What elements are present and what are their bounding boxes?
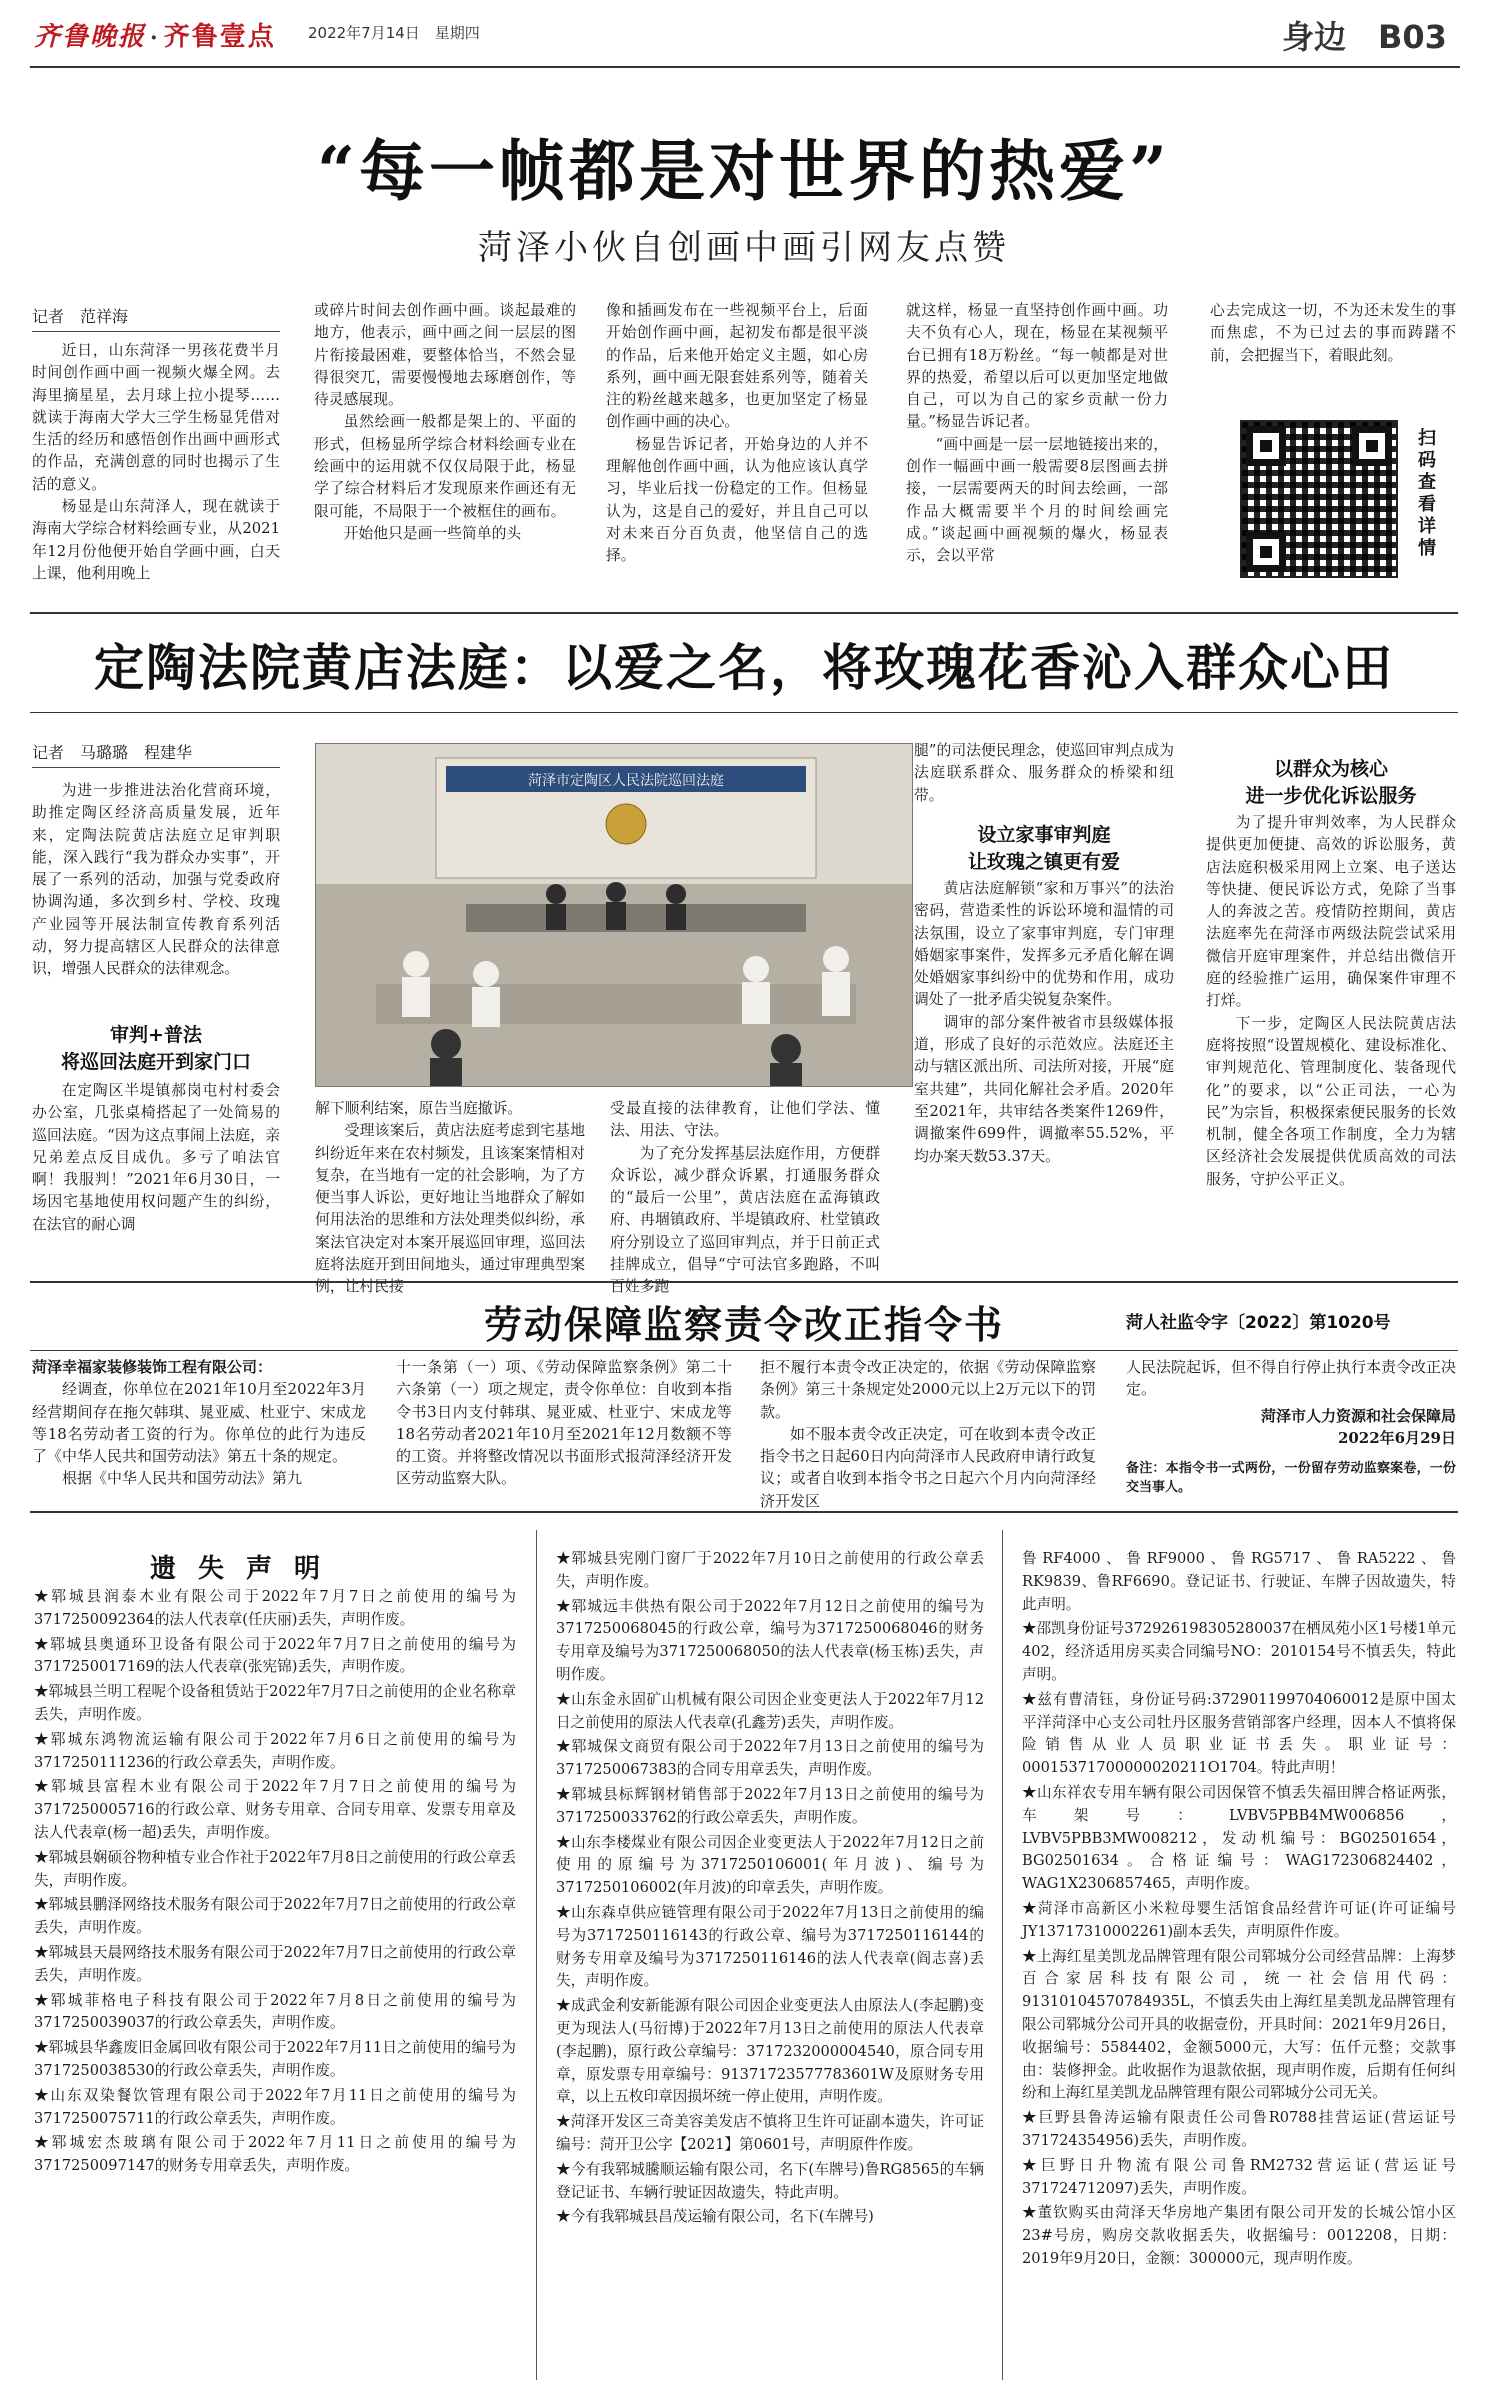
lost-notice-item: ★郓城县奥通环卫设备有限公司于2022年7月7日之前使用的编号为3717250017169的法人代表章(张宪锦)丢失，声明作废。 (34, 1635, 516, 1676)
qr-code[interactable] (1240, 420, 1398, 578)
article2-column-2: 解下顺利结案，原告当庭撤诉。 受理该案后，黄店法庭考虑到宅基地纠纷近年来在农村频发，且该案案情相对复杂，在当地有一定的社会影响，为了方便当事人诉讼，更好地让当地群众了解如何用法治的思维和方法处理类似纠纷，承案法官决定对本案开展巡回审理，巡回法庭将法庭开到田间地头，通过审理典型案例，让村民接 (315, 1100, 585, 1296)
article1-byline: 记者 范祥海 (32, 304, 280, 332)
lost-notice-item: ★成武金利安新能源有限公司因企业变更法人由原法人(李起鹏)变更为现法人(马衍博)于2022年7月13日之前使用的原法人代表章(李起鹏)，原行政公章编号：3717232000004540，原合同专用章，原发票专用章编号：91371723577783601W及原财务专用章，以上五枚印章因损坏统一停止使用，声明作废。 (556, 1997, 984, 2106)
article2-subhead-1: 审判+普法 将巡回法庭开到家门口 (60, 1024, 251, 1073)
column-divider (536, 1530, 537, 2380)
lost-notices-column-1 (34, 1586, 516, 2180)
section-label: 身边 B03 (1282, 18, 1447, 56)
qr-finder-pattern (1352, 426, 1392, 466)
qr-caption: 扫码查看详情 (1418, 428, 1436, 559)
lost-notice-item: ★山东双染餐饮管理有限公司于2022年7月11日之前使用的编号为3717250075711的行政公章丢失，声明作废。 (34, 2086, 516, 2127)
lost-notice-item: ★郓城县宪刚门窗厂于2022年7月10日之前使用的行政公章丢失，声明作废。 (556, 1550, 984, 1590)
qr-finder-pattern (1246, 426, 1286, 466)
masthead-rule (30, 66, 1460, 68)
lost-notice-item: ★郓城县兰明工程呢个设备租赁站于2022年7月7日之前使用的企业名称章丢失，声明作废。 (34, 1683, 516, 1723)
lost-notice-item: ★巨野日升物流有限公司鲁RM2732营运证(营运证号371724712097)丢失，声明作废。 (1022, 2156, 1456, 2197)
article1-headline: “每一帧都是对世界的热爱” (317, 132, 1171, 210)
lost-notice-item: ★山东森卓供应链管理有限公司于2022年7月13日之前使用的编号为3717250116143的行政公章、编号为3717250116144的财务专用章及编号为3717250116146的法人代表章(阎志喜)丢失，声明作废。 (556, 1903, 984, 1990)
lost-notice-item: ★郓城县标辉钢材销售部于2022年7月13日之前使用的编号为3717250033762的行政公章丢失，声明作废。 (556, 1785, 984, 1826)
lost-notice-item: ★山东祥农专用车辆有限公司因保管不慎丢失福田牌合格证两张，车架号：LVBV5PBB4MW006856，LVBV5PBB3MW008212，发动机编号：BG02501654，BG02501634。合格证编号：WAG172306824402，WAG1X2306857465，声明作废。 (1022, 1783, 1456, 1893)
article1-column-5: 心去完成这一切，不为还未发生的事而焦虑，不为已过去的事而踌躇不前，会把握当下，着眼此刻。 (1210, 302, 1456, 364)
issue-date: 2022年7月14日 星期四 (308, 24, 480, 42)
column-divider (1002, 1530, 1003, 2380)
notice-column-1: 菏泽幸福家装修装饰工程有限公司： 经调查，你单位在2021年10月至2022年3月经营期间存在拖欠韩琪、晁亚威、杜亚宁、宋成龙等18名劳动者工资的行为。你单位的此行为违反了《中华人民共和国劳动法》第五十条的规定。 根据《中华人民共和国劳动法》第九 (32, 1358, 366, 1488)
article2-column-1-bottom: 在定陶区半堤镇郝岗屯村村委会办公室，几张桌椅搭起了一处简易的巡回法庭。“因为这点事闹上法庭，亲兄弟差点反目成仇。多亏了咱法官啊！我服判！”2021年6月30日，一场因宅基地使用权问题产生的纠纷，在法官的耐心调 (32, 1082, 280, 1233)
court-banner-text: 菏泽市定陶区人民法院巡回法庭 (528, 773, 724, 789)
notice-rule (30, 1350, 1458, 1351)
article2-column-3: 受最直接的法律教育，让他们学法、懂法、用法、守法。 为了充分发挥基层法庭作用，方便群众诉讼，减少群众诉累，打通服务群众的“最后一公里”，黄店法庭在孟海镇政府、冉堌镇政府、半堤镇政府、杜堂镇政府分别设立了巡回审判点，并于日前正式挂牌成立，倡导“宁可法官多跑路，不叫百姓多跑 (610, 1100, 880, 1296)
article2-column-1-top: 为进一步推进法治化营商环境，助推定陶区经济高质量发展，近年来，定陶法院黄店法庭立足审判职能，深入践行“我为群众办实事”，开展了一系列的活动，加强与党委政府协调沟通，多次到乡村、学校、玫瑰产业园等开展法制宣传教育系列活动，努力提高辖区人民群众的法律意识，增强人民群众的法律观念。 (32, 782, 280, 978)
labor-notice-number: 菏人社监令字〔2022〕第1020号 (1126, 1313, 1391, 1333)
lost-notice-item: ★菏泽开发区三奇美容美发店不慎将卫生许可证副本遗失，许可证编号：菏开卫公字【2021】第0601号，声明原件作废。 (556, 2113, 984, 2153)
lost-notice-item: 鲁RF4000、鲁RF9000、鲁RG5717、鲁RA5222、鲁RK9839、鲁RF6690。登记证书、行驶证、车牌子因故遗失，特此声明。 (1022, 1550, 1456, 1613)
article1-subheadline: 菏泽小伙自创画中画引网友点赞 (478, 228, 1010, 268)
article1-column-1: 近日，山东菏泽一男孩花费半月时间创作画中画一视频火爆全网。去海里摘星星，去月球上拉小提琴……就读于海南大学大三学生杨显凭借对生活的经历和感悟创作出画中画形式的作品，充满创意的同时也揭示了生活的意义。 杨显是山东菏泽人，现在就读于海南大学综合材料绘画专业，从2021年12月份他便开始自学画中画，白天上课，他利用晚上 (32, 342, 280, 582)
notice-column-3: 拒不履行本责令改正决定的，依据《劳动保障监察条例》第三十条规定处2000元以上2万元以下的罚款。 如不服本责令改正决定，可在收到本责令改正指令书之日起60日内向菏泽市人民政府申请行政复议；或者自收到本指令书之日起六个月内向菏泽经济开发区 (760, 1358, 1096, 1510)
lost-notices-column-3 (1022, 1548, 1456, 2273)
article2-headline: 定陶法院黄店法庭：以爱之名，将玫瑰花香沁入群众心田 (94, 638, 1394, 697)
lost-notice-item: ★邵凯身份证号372926198305280037在栖凤苑小区1号楼1单元402，经济适用房买卖合同编号NO：2010154号不慎丢失，特此声明。 (1022, 1620, 1456, 1683)
lost-notice-item: ★郓城菲格电子科技有限公司于2022年7月8日之前使用的编号为3717250039037的行政公章丢失，声明作废。 (34, 1991, 516, 2032)
notice-date: 2022年6月29日 (1337, 1428, 1456, 1447)
lost-notice-item: ★董钦购买由菏泽天华房地产集团有限公司开发的长城公馆小区23#号房，购房交款收据丢失，收据编号：0012208，日期：2019年9月20日，金额：300000元，现声明作废。 (1022, 2204, 1456, 2267)
labor-notice-title: 劳动保障监察责令改正指令书 (483, 1302, 1004, 1347)
lost-notice-item: ★山东李楼煤业有限公司因企业变更法人于2022年7月12日之前使用的原编号为3717250106001(年月波)、编号为3717250106002(年月波)的印章丢失，声明作废。 (556, 1833, 984, 1897)
lost-notice-item: ★郓城保文商贸有限公司于2022年7月13日之前使用的编号为3717250067383的合同专用章丢失，声明作废。 (556, 1738, 984, 1779)
lost-notice-item: ★菏泽市高新区小米粒母婴生活馆食品经营许可证(许可证编号JY13717310002261)副本丢失，声明原件作废。 (1022, 1899, 1456, 1940)
lost-notice-item: ★郓城远丰供热有限公司于2022年7月12日之前使用的编号为3717250068045的行政公章，编号为3717250068046的财务专用章及编号为3717250068050的法人代表章(杨玉栋)丢失，声明作废。 (556, 1597, 984, 1683)
lost-notice-item: ★今有我郓城县昌茂运输有限公司，名下(车牌号) (556, 2208, 874, 2226)
court-emblem-icon (606, 804, 646, 844)
lost-notice-item: ★上海红星美凯龙品牌管理有限公司郓城分公司经营品牌：上海梦百合家居科技有限公司，统一社会信用代码：91310104570784935L，不慎丢失由上海红星美凯龙品牌管理有限公司郓城分公司开具的收据壹份，开具时间：2021年9月26日，收据编号：5584402，金额5000元，大写：伍仟元整；交款事由：装修押金。此收据作为退款依据，现声明作废，后期有任何纠纷和上海红星美凯龙品牌管理有限公司郓城分公司无关。 (1022, 1947, 1456, 2102)
article2-column-4-bottom: 黄店法庭解锁“家和万事兴”的法治密码，营造柔性的诉讼环境和温情的司法氛围，设立了家事审判庭，专门审理婚姻家事案件，发挥多元矛盾化解在调处婚姻家事纠纷中的优势和作用，成功调处了一批矛盾尖锐复杂案件。 调审的部分案件被省市县级媒体报道，形成了良好的示范效应。法庭还主动与辖区派出所、司法所对接，开展“庭室共建”，共同化解社会矛盾。2020年至2021年，共审结各类案件1269件，调撤案件699件，调撤率55.52%，平均办案天数53.37天。 (914, 880, 1174, 1165)
lost-notice-item: ★郓城县天晨网络技术服务有限公司于2022年7月7日之前使用的行政公章丢失，声明作废。 (34, 1943, 516, 1984)
article1-column-2: 或碎片时间去创作画中画。谈起最难的地方，他表示，画中画之间一层层的图片衔接最困难，要整体恰当，不然会显得很突兀，需要慢慢地去琢磨创作，等待灵感展现。 虽然绘画一般都是架上的、平面的形式，但杨显所学综合材料绘画专业在绘画中的运用就不仅仅局限于此，杨显学了综合材料后才发现原来作画还有无限可能，不局限于一个被框住的画布。 开始他只是画一些简单的头 (314, 302, 576, 542)
article1-column-3: 像和插画发布在一些视频平台上，后面开始创作画中画，起初发布都是很平淡的作品，后来他开始定义主题，如心房系列，画中画无限套娃系列等，随着关注的粉丝越来越多，也更加坚定了杨显创作画中画的决心。 杨显告诉记者，开始身边的人并不理解他创作画中画，认为他应该认真学习，毕业后找一份稳定的工作。但杨显认为，这是自己的爱好，并且自己可以对未来百分百负责，他坚信自己的选择。 (606, 302, 868, 565)
notice-signer: 菏泽市人力资源和社会保障局 (1260, 1406, 1456, 1425)
lost-notice-item: ★郓城县华鑫废旧金属回收有限公司于2022年7月11日之前使用的编号为3717250038530的行政公章丢失，声明作废。 (34, 2039, 516, 2079)
article2-subhead-3: 以群众为核心 进一步优化诉讼服务 (1245, 758, 1417, 807)
lost-notice-item: ★兹有曹清钰，身份证号码:372901199704060012是原中国太平洋菏泽中心支公司牡丹区服务营销部客户经理，因本人不慎将保险销售从业人员职业证书丢失。职业证号：00015371700000020211O1704。特此声明！ (1022, 1690, 1456, 1777)
lost-notices-title: 遗失声明 (150, 1554, 343, 1584)
court-photo-illustration (316, 744, 913, 1087)
lost-notice-item: ★巨野县鲁涛运输有限责任公司鲁R0788挂营运证(营运证号371724354956)丢失，声明作废。 (1022, 2109, 1456, 2149)
lost-notice-item: ★山东金永固矿山机械有限公司因企业变更法人于2022年7月12日之前使用的原法人代表章(孔鑫芳)丢失，声明作废。 (556, 1690, 984, 1731)
section-divider (30, 612, 1458, 614)
headline-rule (30, 712, 1458, 713)
lost-notice-item: ★郓城县鹏泽网络技术服务有限公司于2022年7月7日之前使用的行政公章丢失，声明作废。 (34, 1896, 516, 1937)
lost-notice-item: ★郓城县润泰木业有限公司于2022年7月7日之前使用的编号为3717250092364的法人代表章(任庆丽)丢失，声明作废。 (34, 1588, 516, 1628)
notice-column-2: 十一条第（一）项、《劳动保障监察条例》第二十六条第（一）项之规定，责令你单位：自收到本指令书3日内支付韩琪、晁亚威、杜亚宁、宋成龙等18名劳动者2021年10月至2021年12月数额不等的工资。并将整改情况以书面形式报菏泽经济开发区劳动监察大队。 (396, 1358, 732, 1488)
lost-notice-item: ★郓城县娴硕谷物种植专业合作社于2022年7月8日之前使用的行政公章丢失，声明作废。 (34, 1848, 516, 1889)
qr-finder-pattern (1246, 532, 1286, 572)
newspaper-logo: 齐鲁晚报 · 齐鲁壹点 (34, 22, 276, 52)
notice-remark: 备注：本指令书一式两份，一份留存劳动监察案卷，一份交当事人。 (1126, 1461, 1456, 1496)
article2-column-4-top: 腿”的司法便民理念，使巡回审判点成为法庭联系群众、服务群众的桥梁和纽带。 (914, 742, 1174, 804)
lost-notice-item: ★郓城东鸿物流运输有限公司于2022年7月6日之前使用的编号为3717250111236的行政公章丢失，声明作废。 (34, 1730, 516, 1771)
lost-notice-item: ★今有我郓城騰顺运输有限公司，名下(车牌号)鲁RG8565的车辆登记证书、车辆行驶证因故遗失，特此声明。 (556, 2160, 984, 2201)
lost-notice-item: ★郓城宏杰玻璃有限公司于2022年7月11日之前使用的编号为3717250097147的财务专用章丢失，声明作废。 (34, 2134, 516, 2175)
court-session-photo (315, 743, 913, 1087)
article1-column-4: 就这样，杨显一直坚持创作画中画。功夫不负有心人，现在，杨显在某视频平台已拥有18万粉丝。“每一帧都是对世界的热爱，希望以后可以更加坚定地做自己，可以为自己的家乡贡献一份力量。”杨显告诉记者。 “画中画是一层一层地链接出来的，创作一幅画中画一般需要8层图画去拼接，一层需要两天的时间去绘画，一部作品大概需要半个月的时间绘画完成。”谈起画中画视频的爆火，杨显表示，会以平常 (906, 302, 1168, 565)
article2-subhead-2: 设立家事审判庭 让玫瑰之镇更有爱 (967, 824, 1120, 873)
notice-column-4: 人民法院起诉，但不得自行停止执行本责令改正决定。 菏泽市人力资源和社会保障局 2022年6月29日 备注：本指令书一式两份，一份留存劳动监察案卷，一份交当事人。 (1126, 1358, 1457, 1496)
lost-notices-column-2 (556, 1548, 984, 2231)
article2-byline: 记者 马璐璐 程建华 (32, 740, 280, 768)
lost-notice-item: ★郓城县富程木业有限公司于2022年7月7日之前使用的编号为3717250005716的行政公章、财务专用章、合同专用章、发票专用章及法人代表章(杨一超)丢失，声明作废。 (34, 1778, 516, 1841)
article2-column-5: 为了提升审判效率，为人民群众提供更加便捷、高效的诉讼服务，黄店法庭积极采用网上立案、电子送达等快捷、便民诉讼方式，免除了当事人的奔波之苦。疫情防控期间，黄店法庭率先在菏泽市两级法院尝试采用微信开庭审理案件，并总结出微信开庭的经验推广运用，确保案件审理不打烊。 下一步，定陶区人民法院黄店法庭将按照“设置规模化、建设标准化、审判规范化、管理制度化、装备现代化”的要求，以“公正司法，一心为民”为宗旨，积极探索便民服务的长效机制，健全各项工作制度，全力为辖区经济社会发展提供优质高效的司法服务，守护公平正义。 (1206, 814, 1456, 1188)
